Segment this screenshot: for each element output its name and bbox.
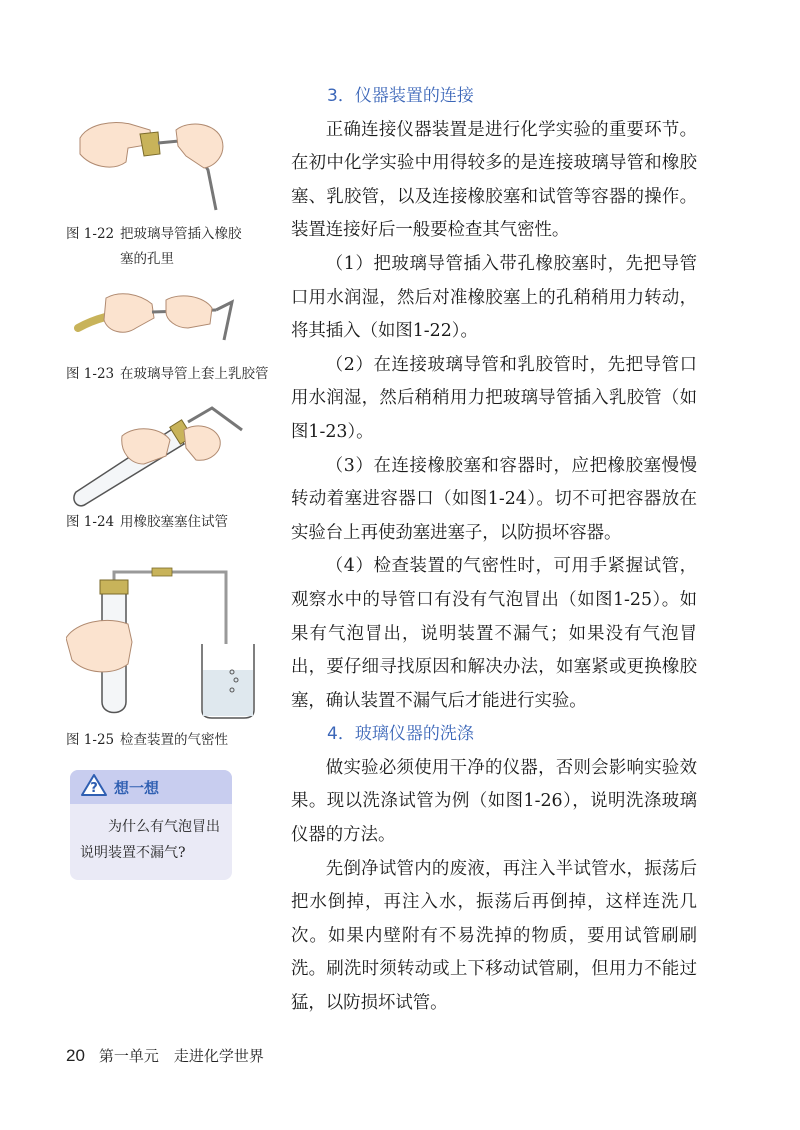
- figure-number: 图 1-25: [66, 732, 115, 748]
- paragraph: 做实验必须使用干净的仪器，否则会影响实验效果。现以洗涤试管为例（如图1-26），说明洗涤玻璃仪器的方法。: [291, 757, 697, 846]
- figure-1-22-illustration: [66, 110, 236, 220]
- paragraph: （2）在连接玻璃导管和乳胶管时，先把导管口用水润湿，然后稍稍用力把玻璃导管插入乳胶管（如图1-23）。: [291, 354, 697, 442]
- think-box-title: 想一想: [114, 778, 160, 797]
- page-footer: [66, 1045, 264, 1066]
- section-heading: 3．仪器装置的连接: [327, 86, 474, 106]
- paragraph: 正确连接仪器装置是进行化学实验的重要环节。在初中化学实验中用得较多的是连接玻璃导管和橡胶塞、乳胶管，以及连接橡胶塞和试管等容器的操作。装置连接好后一般要检查其气密性。: [291, 119, 697, 241]
- page-number: 20: [66, 1046, 85, 1065]
- caption-line: 在玻璃导管上套上乳胶管: [120, 366, 269, 382]
- figure-1-22-caption: [66, 222, 242, 272]
- paragraph: （1）把玻璃导管插入带孔橡胶塞时，先把导管口用水润湿，然后对准橡胶塞上的孔稍稍用力转动，将其插入（如图1-22）。: [291, 253, 697, 342]
- caption-line: 把玻璃导管插入橡胶: [120, 226, 242, 242]
- figure-1-25-illustration: [66, 552, 266, 722]
- figure-number: 图 1-22: [66, 226, 115, 242]
- figure-1-24-caption: [66, 510, 228, 535]
- think-box: [70, 770, 232, 880]
- section-heading: 4．玻璃仪器的洗涤: [327, 724, 474, 745]
- paragraph: （3）在连接橡胶塞和容器时，应把橡胶塞慢慢转动着塞进容器口（如图1-24）。切不可把容器放在实验台上再使劲塞进塞子，以防损坏容器。: [291, 455, 697, 543]
- paragraph: 先倒净试管内的废液，再注入半试管水，振荡后把水倒掉，再注入水，振荡后再倒掉，这样连洗几次。如果内壁附有不易洗掉的物质，要用试管刷刷洗。刷洗时须转动或上下移动试管刷，但用力不能过猛，以防损坏试管。: [291, 858, 697, 1014]
- figure-1-23-illustration: [66, 288, 246, 348]
- svg-text:?: ?: [90, 781, 98, 796]
- think-box-header: [70, 770, 232, 804]
- think-box-text: 为什么有气泡冒出说明装置不漏气?: [80, 819, 220, 861]
- figure-number: 图 1-24: [66, 514, 115, 530]
- caption-line: 塞的孔里: [120, 251, 174, 267]
- figure-1-24-illustration: [66, 400, 246, 510]
- question-icon: [80, 773, 108, 801]
- caption-line: 用橡胶塞塞住试管: [120, 514, 228, 530]
- figure-1-23-caption: [66, 362, 269, 387]
- unit-title: 第一单元 走进化学世界: [98, 1047, 264, 1065]
- caption-line: 检查装置的气密性: [120, 732, 228, 748]
- paragraph: （4）检查装置的气密性时，可用手紧握试管，观察水中的导管口有没有气泡冒出（如图1-25）。如果有气泡冒出，说明装置不漏气；如果没有气泡冒出，要仔细寻找原因和解决办法，如塞紧或更换橡胶塞，确认装置不漏气后才能进行实验。: [291, 556, 697, 711]
- figure-number: 图 1-23: [66, 366, 115, 382]
- figure-1-25-caption: [66, 728, 228, 753]
- main-text-column: [291, 80, 697, 1021]
